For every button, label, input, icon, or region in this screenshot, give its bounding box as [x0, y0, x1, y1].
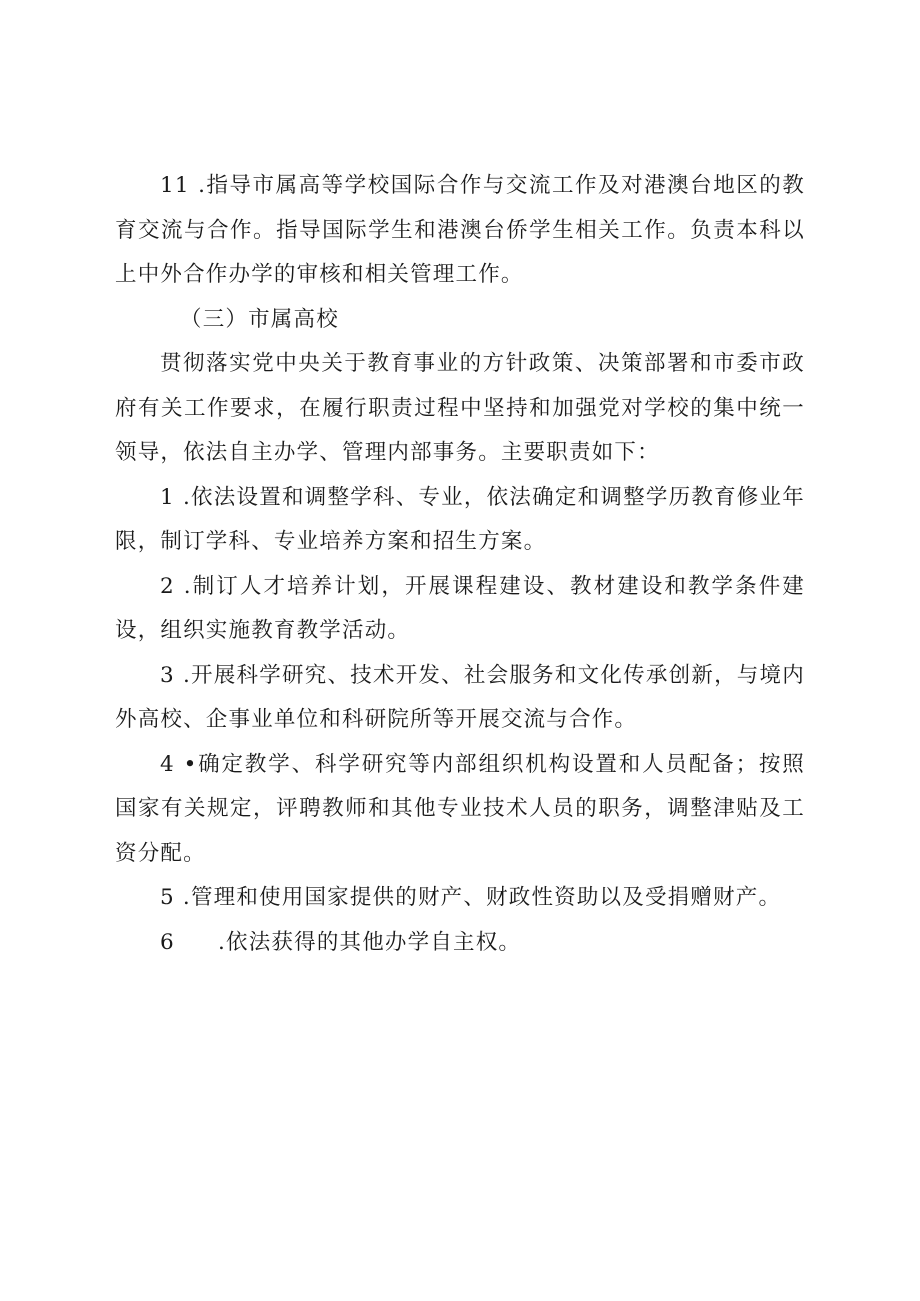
paragraph-item-5: 5 .管理和使用国家提供的财产、财政性资助以及受捐赠财产。 [160, 885, 782, 910]
paragraph-item-1: 1 .依法设置和调整学科、专业，依法确定和调整学历教育修业年限，制订学科、专业培养方案和招生方案。 [115, 484, 805, 554]
paragraph-item-3: 3 .开展科学研究、技术开发、社会服务和文化传承创新，与境内外高校、企事业单位和科研院所等开展交流与合作。 [115, 662, 805, 732]
item-6-text: .依法获得的其他办学自主权。 [218, 929, 522, 955]
paragraph-item-4: 4 •确定教学、科学研究等内部组织机构设置和人员配备；按照国家有关规定，评聘教师和其他专业技术人员的职务，调整津贴及工资分配。 [115, 751, 805, 866]
paragraph-item-2: 2 .制订人才培养计划，开展课程建设、教材建设和教学条件建设，组织实施教育教学活动。 [115, 573, 805, 643]
document-body [115, 164, 805, 965]
paragraph-intro: 贯彻落实党中央关于教育事业的方针政策、决策部署和市委市政府有关工作要求，在履行职责过程中坚持和加强党对学校的集中统一领导，依法自主办学、管理内部事务。主要职责如下： [115, 351, 805, 465]
paragraph-item-6 [115, 921, 805, 966]
item-6-number: 6 [160, 929, 175, 955]
section-heading-municipal-universities: （三）市属高校 [180, 306, 339, 332]
paragraph-item-11: 11 .指导市属高等学校国际合作与交流工作及对港澳台地区的教育交流与合作。指导国际学生和港澳台侨学生相关工作。负责本科以上中外合作办学的审核和相关管理工作。 [115, 173, 805, 287]
